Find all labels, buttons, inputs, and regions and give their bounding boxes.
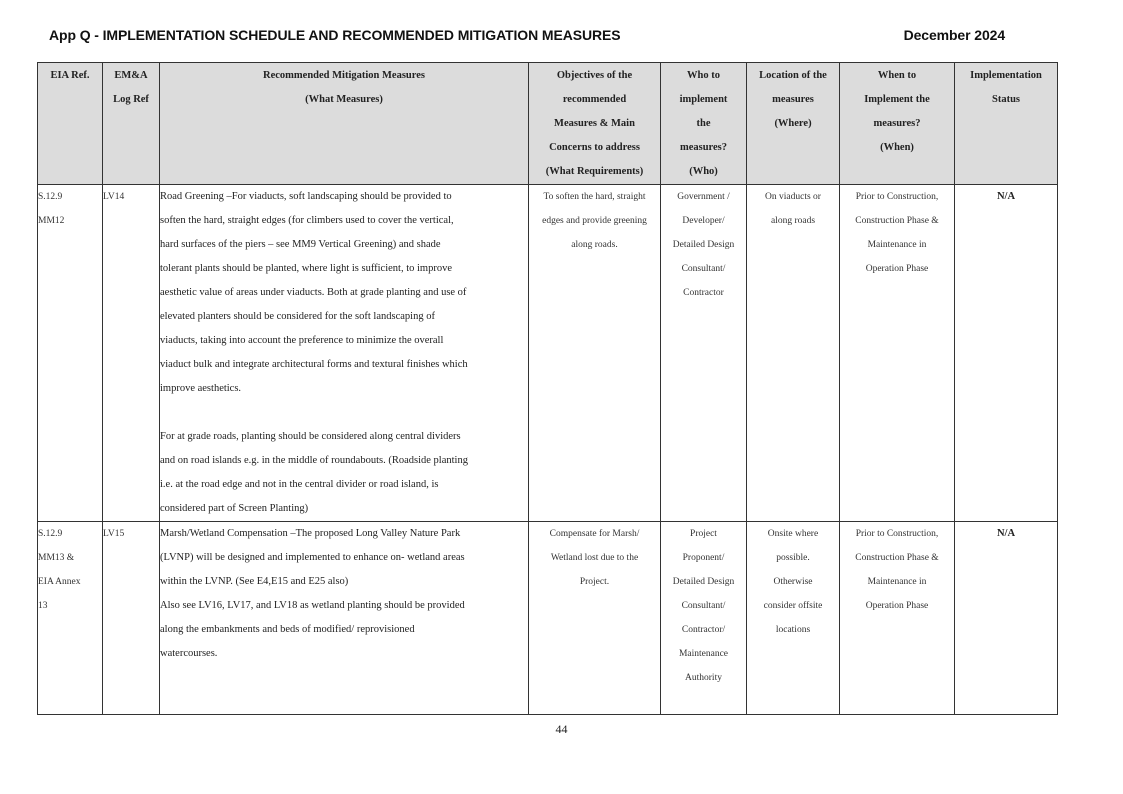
cell-who [661, 185, 747, 522]
column-header-status [955, 63, 1058, 185]
document-date: December 2024 [903, 27, 1005, 43]
cell-text-line: On viaducts or [765, 192, 821, 202]
cell-text-line: elevated planters should be considered for the soft landscaping of [160, 311, 435, 322]
cell-when [840, 522, 955, 715]
column-header-when [840, 63, 955, 185]
cell-text-line: Operation Phase [865, 601, 929, 611]
cell-text-line: Construction Phase & [855, 216, 939, 226]
cell-log-ref [103, 185, 160, 522]
cell-measures [160, 185, 529, 522]
cell-when [840, 185, 955, 522]
cell-text-line: MM12 [38, 216, 65, 226]
column-header-line: recommended [562, 94, 627, 105]
cell-implementation-status: N/A [955, 185, 1058, 522]
cell-text-line: viaducts, taking into account the preference to minimize the overall [160, 335, 444, 346]
column-header-line: Recommended Mitigation Measures [263, 70, 425, 81]
column-header-line: Objectives of the [556, 70, 633, 81]
column-header-line: (When) [880, 142, 914, 153]
cell-text-line: Maintenance in [867, 240, 927, 250]
column-header-line: Implement the [864, 94, 930, 105]
cell-text-line: viaduct bulk and integrate architectural forms and textural finishes which [160, 359, 468, 370]
cell-text-line: Prior to Construction, [855, 529, 939, 539]
cell-text-line: Road Greening –For viaducts, soft landscaping should be provided to [160, 191, 452, 202]
cell-text-line: consider offsite [763, 601, 823, 611]
column-header-line: Implementation [970, 70, 1042, 81]
implementation-schedule-table [37, 62, 1058, 715]
cell-where [747, 185, 840, 522]
cell-text-line: For at grade roads, planting should be considered along central dividers [160, 431, 461, 442]
cell-text-line: (LVNP) will be designed and implemented to enhance on- wetland areas [160, 552, 465, 563]
cell-text-line: Onsite where [767, 529, 819, 539]
cell-text-line: Authority [685, 673, 722, 683]
cell-log-ref [103, 522, 160, 715]
cell-text-line: aesthetic value of areas under viaducts. Both at grade planting and use of [160, 287, 467, 298]
column-header-who [661, 63, 747, 185]
column-header-line: Log Ref [113, 94, 149, 105]
cell-text-line: Prior to Construction, [855, 192, 939, 202]
cell-text-line: Consultant/ [681, 264, 726, 274]
column-header-line: (Who) [689, 166, 718, 177]
document-title: App Q - IMPLEMENTATION SCHEDULE AND RECOMMENDED MITIGATION MEASURES [49, 27, 621, 43]
column-header-line: Location of the [759, 70, 827, 81]
cell-text-line: MM13 & [38, 553, 75, 563]
cell-text-line: improve aesthetics. [160, 383, 242, 394]
cell-text-line: S.12.9 [38, 192, 63, 202]
column-header-line: EM&A [114, 70, 148, 81]
cell-text-line: Detailed Design [672, 240, 735, 250]
column-header-where [747, 63, 840, 185]
column-header-line: measures [772, 94, 814, 105]
cell-text-line: Project [690, 529, 717, 539]
cell-measures [160, 522, 529, 715]
cell-text-line: watercourses. [160, 648, 218, 659]
cell-text-line: To soften the hard, straight [543, 192, 646, 202]
column-header-eia-ref [38, 63, 103, 185]
cell-text-line: Project. [579, 577, 610, 587]
cell-text-line: S.12.9 [38, 529, 63, 539]
column-header-line: Status [991, 94, 1020, 105]
cell-text-line: Proponent/ [682, 553, 725, 563]
cell-text-line: Contractor [683, 288, 724, 298]
cell-text-line: EIA Annex [38, 577, 81, 587]
cell-text-line: soften the hard, straight edges (for climbers used to cover the vertical, [160, 215, 454, 226]
cell-eia-ref [38, 522, 103, 715]
cell-text-line: Maintenance in [867, 577, 927, 587]
cell-text-line: i.e. at the road edge and not in the central divider or road island, is [160, 479, 439, 490]
cell-text-line: locations [775, 625, 811, 635]
cell-text-line: along the embankments and beds of modified/ reprovisioned [160, 624, 415, 635]
column-header-line: (Where) [774, 118, 812, 129]
cell-text-line: Consultant/ [681, 601, 726, 611]
cell-text-line: along roads. [571, 240, 618, 250]
column-header-measures [160, 63, 529, 185]
cell-text-line: Maintenance [678, 649, 729, 659]
table-body [38, 185, 1058, 715]
cell-text-line: Otherwise [773, 577, 813, 587]
cell-text-line: Operation Phase [865, 264, 929, 274]
table-header-row [38, 63, 1058, 185]
column-header-line: measures? [679, 142, 728, 153]
column-header-log-ref [103, 63, 160, 185]
cell-text-line: Government / [677, 192, 730, 202]
column-header-line: the [696, 118, 711, 129]
cell-implementation-status: N/A [955, 522, 1058, 715]
cell-objectives [529, 185, 661, 522]
cell-eia-ref [38, 185, 103, 522]
cell-text-line: Compensate for Marsh/ [549, 529, 640, 539]
cell-text-line: within the LVNP. (See E4,E15 and E25 also) [160, 576, 349, 587]
column-header-line: (What Measures) [305, 94, 383, 105]
cell-text-line: considered part of Screen Planting) [160, 503, 309, 514]
cell-text-line [160, 401, 528, 425]
cell-where [747, 522, 840, 715]
cell-text-line: Developer/ [682, 216, 725, 226]
cell-text-line: Also see LV16, LV17, and LV18 as wetland planting should be provided [160, 600, 465, 611]
cell-text-line: Contractor/ [681, 625, 726, 635]
cell-text-line: Wetland lost due to the [550, 553, 639, 563]
cell-text-line: 13 [38, 601, 48, 611]
column-header-line: implement [679, 94, 728, 105]
cell-text-line: Marsh/Wetland Compensation –The proposed Long Valley Nature Park [160, 528, 461, 539]
table-row [38, 522, 1058, 715]
cell-text-line: Construction Phase & [855, 553, 939, 563]
column-header-line: When to [877, 70, 917, 81]
cell-text-line: tolerant plants should be planted, where light is sufficient, to improve [160, 263, 452, 274]
cell-objectives [529, 522, 661, 715]
cell-text-line: hard surfaces of the piers – see MM9 Vertical Greening) and shade [160, 239, 441, 250]
cell-text-line: possible. [776, 553, 810, 563]
column-header-line: Concerns to address [549, 142, 640, 153]
cell-text-line: LV15 [103, 529, 125, 539]
cell-text-line: edges and provide greening [542, 216, 647, 226]
column-header-line: (What Requirements) [545, 166, 644, 177]
cell-text-line: and on road islands e.g. in the middle of roundabouts. (Roadside planting [160, 455, 468, 466]
column-header-objectives [529, 63, 661, 185]
cell-text-line: LV14 [103, 192, 125, 202]
column-header-line: EIA Ref. [50, 70, 90, 81]
column-header-line: measures? [873, 118, 921, 129]
cell-text-line: Detailed Design [672, 577, 735, 587]
column-header-line: Who to [687, 70, 720, 81]
page-number: 44 [555, 722, 568, 736]
cell-who [661, 522, 747, 715]
cell-text-line: along roads [770, 216, 816, 226]
column-header-line: Measures & Main [554, 118, 635, 129]
table-row [38, 185, 1058, 522]
